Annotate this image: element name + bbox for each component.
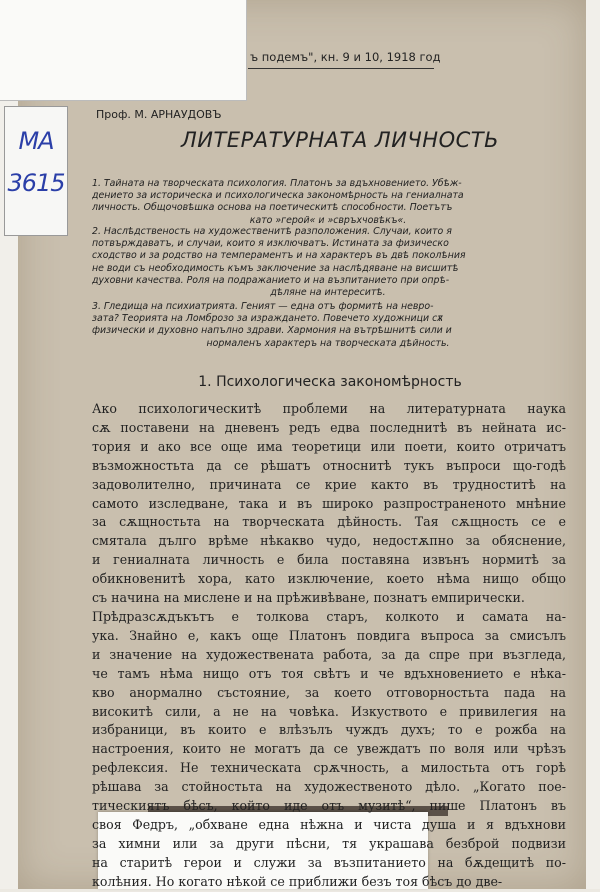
text-line: кво анормално състояние, за което отговорностьта пада на <box>92 684 566 700</box>
text-line: потвърждаватъ, и случаи, които я изключватъ. Истината за физическо <box>92 238 449 250</box>
text-line: не води съ необходимость къмъ заключение за наслѣдяване на висшитѣ <box>92 262 459 274</box>
text-line: настроения, които не могатъ да се увеждатъ по воля или чрѣзъ <box>92 741 566 757</box>
text-line: смятала дълго врѣме нѣкакво чудо, недостѫпно за обяснение, <box>92 533 566 549</box>
cover-paper-top <box>0 0 247 101</box>
author-name: Проф. М. АРНАУДОВЪ <box>96 108 222 121</box>
text-line: самото изследване, така и въ широко разпространеното мнѣние <box>92 495 566 511</box>
abstract-paragraph-3 <box>92 301 564 350</box>
text-line: съ начина на мислене и на прѣживѣване, познатъ емпирически. <box>92 590 525 606</box>
library-shelf-label <box>4 106 68 236</box>
text-line: на старитѣ герои и служи за възпитанието на бѫдещитѣ по- <box>92 854 566 870</box>
text-line: 3. Гледища на психиатрията. Геният — една отъ формитѣ на невро- <box>92 301 434 312</box>
text-line: високитѣ сили, а не на човѣка. Изкуството е привилегия на <box>92 703 566 719</box>
text-line: задоволително, причината се крие както въ трудноститѣ на <box>92 476 566 492</box>
header-divider <box>248 68 434 69</box>
text-line: сѫ поставени на дневенъ редъ едва последнитѣ въ нейната ис- <box>92 419 566 435</box>
shelf-label-line2: 3615 <box>7 169 65 197</box>
text-line: за химни или за други пѣсни, тя украшава безброй подвизи <box>92 835 566 851</box>
text-line: ука. Знайно е, какъ още Платонъ повдига въпроса за смисълъ <box>92 627 566 643</box>
text-line: нормаленъ характеръ на творческата дѣйность. <box>206 337 450 349</box>
article-title: ЛИТЕРАТУРНАТА ЛИЧНОСТЬ <box>180 128 500 152</box>
text-line: за сѫщностьта на творческата дѣйность. Тая сѫщность се е <box>92 514 566 530</box>
section-heading: 1. Психологическа закономѣрность <box>198 374 462 390</box>
text-line: че тамъ нѣма нищо отъ тоя свѣтъ и че вдъхновението е нѣка- <box>92 665 566 681</box>
abstract-paragraph-1 <box>92 178 564 227</box>
text-line: духовни качества. Роля на подражанието и на възпитанието при опрѣ- <box>92 274 450 286</box>
text-line: тория и ако все още има теоретици или поети, които отричатъ <box>92 438 566 454</box>
text-line: Ако психологическитѣ проблеми на литературната наука <box>92 401 566 416</box>
abstract-paragraph-2 <box>92 226 564 299</box>
text-line: тическиятъ бѣсъ, който иде отъ музитѣ“, пише Платонъ въ <box>92 798 566 814</box>
text-line: колѣния. Но когато нѣкой се приближи безъ тоя бѣсъ до две- <box>92 873 503 889</box>
text-line: личность. Общочовѣшка основа на поетическитѣ способности. Поетътъ <box>92 202 453 214</box>
journal-reference: ъ подемъ", кн. 9 и 10, 1918 год <box>250 50 441 64</box>
text-line: и гениалната личность е била поставяна извънъ нормитѣ за <box>92 552 566 568</box>
text-line: 2. Наслѣдственость на художественитѣ разположения. Случаи, които я <box>92 226 452 237</box>
shelf-label-line1: МА <box>18 127 54 155</box>
text-line: обикновенитѣ хора, като изключение, което нѣма нищо общо <box>92 571 566 587</box>
text-line: дението за историческа и психологическа закономѣрность на гениалната <box>92 190 464 202</box>
text-line: 1. Тайната на творческата психология. Платонъ за вдъхновението. Убѣж- <box>92 178 462 189</box>
text-line: Прѣдразсѫдъкътъ е толкова старъ, колкото и самата на- <box>92 608 566 624</box>
text-line: рѣшава за стойностьта на художественото дѣло. „Когато пое- <box>92 779 566 795</box>
body-text <box>92 400 566 892</box>
text-line: като »герой« и »свръхчовѣкъ«. <box>249 214 407 226</box>
text-line: възможностьта да се рѣшатъ относнитѣ тукъ въпроси що-годѣ <box>92 457 566 473</box>
text-line: сходство и за родство на темпераментъ и на характеръ въ двѣ поколѣния <box>92 250 466 262</box>
text-line: дѣляне на интереситѣ. <box>270 287 386 299</box>
text-line: рефлексия. Не техническата срѫчность, а милостьта отъ горѣ <box>92 760 566 776</box>
text-line: и значение на художествената работа, за да спре при възгледа, <box>92 646 566 662</box>
text-line: своя Федръ, „обхване една нѣжна и чиста душа и я вдъхнови <box>92 816 566 832</box>
text-line: физически и духовно напълно здрави. Хармония на вътрѣшнитѣ сили и <box>92 325 452 337</box>
text-line: избраници, въ които е влѣзълъ чуждъ духъ; то е рожба на <box>92 722 566 738</box>
text-line: зата? Теорията на Ломброзо за израждането. Повечето художници сѫ <box>92 313 443 325</box>
